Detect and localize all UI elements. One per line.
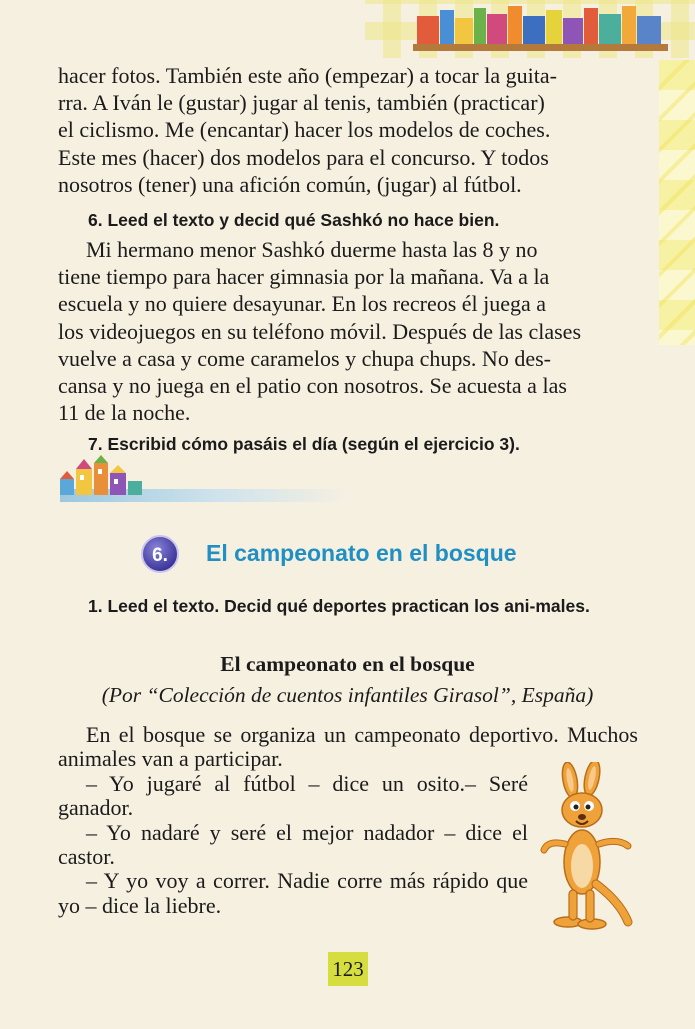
kangaroo-illustration [540, 762, 635, 932]
text-line: tiene tiempo para hacer gimnasia por la mañana. Va a la [58, 264, 550, 290]
story-paragraph: – Y yo voy a correr. Nadie corre más rápido que yo – dice la liebre. [58, 868, 528, 918]
story-source: (Por “Colección de cuentos infantiles Girasol”, España) [101, 683, 594, 707]
top-paragraph [58, 62, 638, 198]
text-line: hacer fotos. También este año (empezar) a tocar la guita- [58, 63, 557, 88]
story-paragraph: – Yo nadaré y seré el mejor nadador – dice el castor. [58, 819, 528, 870]
text-line: Mi hermano menor Sashkó duerme hasta las 8 y no [86, 237, 538, 262]
story-paragraph: – Yo jugaré al fútbol – dice un osito.– Seré ganador. [58, 770, 528, 821]
text-line: 11 de la noche. [58, 400, 191, 426]
exercise-1: 1. Leed el texto. Decid qué deportes practican los ani-males. [88, 596, 590, 616]
text-line: rra. A Iván le (gustar) jugar al tenis, también (practicar) [58, 90, 545, 116]
lesson-number-badge [140, 534, 180, 574]
text-line: el ciclismo. Me (encantar) hacer los modelos de coches. [58, 117, 551, 143]
exercise-6: 6. Leed el texto y decid qué Sashkó no hace bien. [88, 210, 500, 230]
text-line: cansa y no juega en el patio con nosotros. Se acuesta a las [58, 373, 567, 399]
sashko-paragraph [58, 236, 638, 426]
page-number: 123 [328, 952, 368, 986]
decorative-side-strip [659, 60, 695, 345]
text-line: escuela y no quiere desayunar. En los recreos él juega a [58, 291, 547, 317]
lesson-title: El campeonato en el bosque [206, 540, 517, 566]
story-paragraph: En el bosque se organiza un campeonato deportivo. Muchos animales van a participar. [58, 722, 638, 772]
text-line: Este mes (hacer) dos modelos para el concurso. Y todos [58, 144, 549, 170]
exercise-7: 7. Escribid cómo pasáis el día (según el ejercicio 3). [88, 434, 520, 454]
text-line: nosotros (tener) una afición común, (jugar) al fútbol. [58, 171, 522, 197]
text-line: vuelve a casa y come caramelos y chupa chups. No des- [58, 345, 551, 371]
story-title: El campeonato en el bosque [220, 652, 475, 676]
lesson-number: 6. [152, 545, 168, 566]
bookshelf-icon [413, 4, 673, 56]
text-line: los videojuegos en su teléfono móvil. Después de las clases [58, 318, 582, 344]
town-houses-icon [58, 455, 144, 499]
